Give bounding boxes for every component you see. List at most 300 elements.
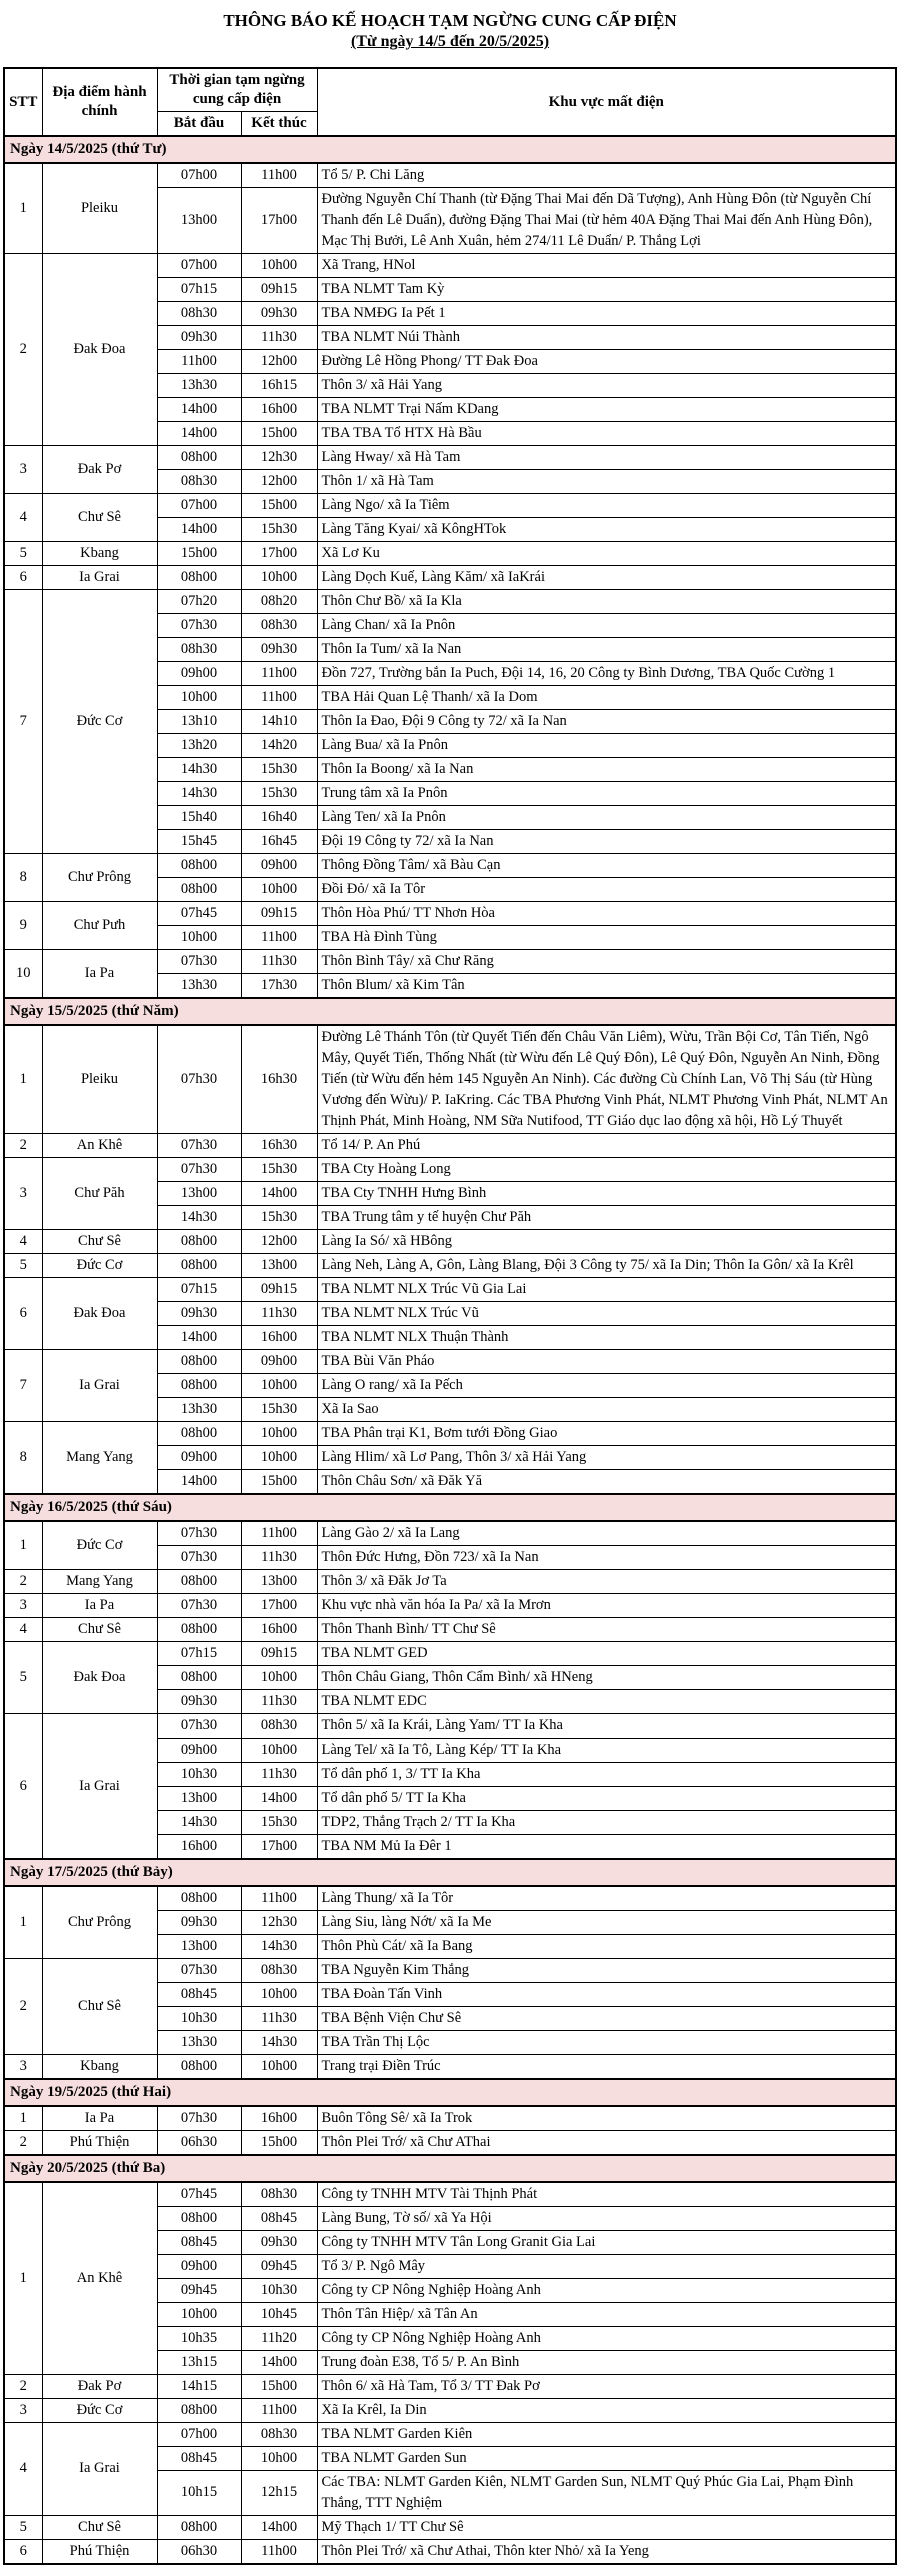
end-time-cell: 11h30 <box>241 1690 317 1714</box>
location-cell: Chư Prông <box>42 1886 157 1959</box>
start-time-cell: 07h30 <box>157 1134 241 1158</box>
end-time-cell: 17h00 <box>241 187 317 253</box>
end-time-cell: 11h00 <box>241 685 317 709</box>
end-time-cell: 10h45 <box>241 2302 317 2326</box>
end-time-cell: 08h45 <box>241 2206 317 2230</box>
schedule-row <box>4 1025 896 1134</box>
area-cell: TDP2, Thắng Trạch 2/ TT Ia Kha <box>317 1810 896 1834</box>
start-time-cell: 10h00 <box>157 2302 241 2326</box>
end-time-cell: 11h30 <box>241 325 317 349</box>
area-cell: Thông Đồng Tâm/ xã Bàu Cạn <box>317 853 896 877</box>
location-cell: Chư Păh <box>42 1158 157 1230</box>
location-cell: Chư Prông <box>42 853 157 901</box>
stt-cell: 3 <box>4 1158 42 1230</box>
stt-cell: 7 <box>4 589 42 853</box>
area-cell: Thôn Chư Bồ/ xã Ia Kla <box>317 589 896 613</box>
stt-cell: 1 <box>4 2182 42 2375</box>
stt-cell: 6 <box>4 2539 42 2564</box>
page-title: THÔNG BÁO KẾ HOẠCH TẠM NGỪNG CUNG CẤP ĐIỆN <box>223 11 677 30</box>
stt-cell: 4 <box>4 1618 42 1642</box>
start-time-cell: 08h30 <box>157 301 241 325</box>
end-time-cell: 14h30 <box>241 1934 317 1958</box>
stt-cell: 9 <box>4 901 42 949</box>
area-cell: Xã Trang, HNol <box>317 253 896 277</box>
schedule-row <box>4 2374 896 2398</box>
schedule-row <box>4 1134 896 1158</box>
start-time-cell: 08h00 <box>157 1886 241 1911</box>
area-cell: Xã Ia Krêl, Ia Din <box>317 2398 896 2422</box>
area-cell: TBA Cty Hoàng Long <box>317 1158 896 1182</box>
end-time-cell: 15h00 <box>241 421 317 445</box>
area-cell: Làng Dọch Kuế, Làng Kăm/ xã IaKrái <box>317 565 896 589</box>
area-cell: TBA Cty TNHH Hưng Bình <box>317 1182 896 1206</box>
area-cell: Thôn Thanh Bình/ TT Chư Sê <box>317 1618 896 1642</box>
end-time-cell: 11h30 <box>241 1546 317 1570</box>
area-cell: Thôn Blum/ xã Kim Tân <box>317 974 896 999</box>
day-section-label: Ngày 19/5/2025 (thứ Hai) <box>4 2079 896 2106</box>
start-time-cell: 07h00 <box>157 253 241 277</box>
start-time-cell: 13h00 <box>157 1786 241 1810</box>
end-time-cell: 15h00 <box>241 493 317 517</box>
area-cell: Đường Lê Hồng Phong/ TT Đak Đoa <box>317 349 896 373</box>
end-time-cell: 17h00 <box>241 1834 317 1859</box>
header-location: Địa điểm hành chính <box>42 68 157 135</box>
area-cell: Thôn 6/ xã Hà Tam, Tổ 3/ TT Đak Pơ <box>317 2374 896 2398</box>
end-time-cell: 09h15 <box>241 901 317 925</box>
start-time-cell: 08h00 <box>157 445 241 469</box>
end-time-cell: 10h00 <box>241 565 317 589</box>
end-time-cell: 11h00 <box>241 1521 317 1546</box>
schedule-row <box>4 1230 896 1254</box>
end-time-cell: 09h30 <box>241 2230 317 2254</box>
start-time-cell: 09h30 <box>157 1690 241 1714</box>
start-time-cell: 06h30 <box>157 2539 241 2564</box>
location-cell: Đak Pơ <box>42 445 157 493</box>
start-time-cell: 07h30 <box>157 613 241 637</box>
end-time-cell: 16h00 <box>241 2106 317 2131</box>
stt-cell: 1 <box>4 2106 42 2131</box>
area-cell: Thôn Đức Hưng, Đồn 723/ xã Ia Nan <box>317 1546 896 1570</box>
end-time-cell: 17h00 <box>241 541 317 565</box>
end-time-cell: 17h00 <box>241 1594 317 1618</box>
end-time-cell: 09h00 <box>241 853 317 877</box>
location-cell: Chư Sê <box>42 1618 157 1642</box>
start-time-cell: 07h30 <box>157 1714 241 1738</box>
schedule-row <box>4 901 896 925</box>
end-time-cell: 17h30 <box>241 974 317 999</box>
end-time-cell: 08h30 <box>241 613 317 637</box>
end-time-cell: 15h30 <box>241 781 317 805</box>
area-cell: Làng Bua/ xã Ia Pnôn <box>317 733 896 757</box>
area-cell: Tổ 5/ P. Chi Lăng <box>317 163 896 188</box>
schedule-row <box>4 2130 896 2155</box>
start-time-cell: 15h00 <box>157 541 241 565</box>
start-time-cell: 13h00 <box>157 1934 241 1958</box>
area-cell: Tổ dân phố 5/ TT Ia Kha <box>317 1786 896 1810</box>
stt-cell: 5 <box>4 1642 42 1714</box>
location-cell: Pleiku <box>42 163 157 254</box>
stt-cell: 2 <box>4 1570 42 1594</box>
start-time-cell: 08h45 <box>157 2230 241 2254</box>
end-time-cell: 11h30 <box>241 1302 317 1326</box>
schedule-row <box>4 1521 896 1546</box>
stt-cell: 5 <box>4 2515 42 2539</box>
start-time-cell: 14h30 <box>157 781 241 805</box>
start-time-cell: 10h30 <box>157 1762 241 1786</box>
start-time-cell: 08h00 <box>157 2054 241 2079</box>
area-cell: TBA NMĐG Ia Pết 1 <box>317 301 896 325</box>
stt-cell: 3 <box>4 445 42 493</box>
stt-cell: 4 <box>4 2422 42 2515</box>
location-cell: Chư Sê <box>42 1958 157 2054</box>
area-cell: Thôn Phù Cát/ xã Ia Bang <box>317 1934 896 1958</box>
header-time-group: Thời gian tạm ngừng cung cấp điện <box>157 68 317 111</box>
start-time-cell: 10h00 <box>157 926 241 950</box>
area-cell: TBA Trung tâm y tế huyện Chư Păh <box>317 1206 896 1230</box>
end-time-cell: 09h45 <box>241 2254 317 2278</box>
area-cell: Trang trại Điền Trúc <box>317 2054 896 2079</box>
end-time-cell: 10h00 <box>241 1666 317 1690</box>
area-cell: Tổ dân phố 1, 3/ TT Ia Kha <box>317 1762 896 1786</box>
stt-cell: 7 <box>4 1350 42 1422</box>
schedule-row <box>4 1570 896 1594</box>
location-cell: Mang Yang <box>42 1422 157 1495</box>
area-cell: Mỹ Thạch 1/ TT Chư Sê <box>317 2515 896 2539</box>
end-time-cell: 11h00 <box>241 661 317 685</box>
end-time-cell: 16h30 <box>241 1025 317 1134</box>
area-cell: Làng Thung/ xã Ia Tôr <box>317 1886 896 1911</box>
schedule-row <box>4 565 896 589</box>
end-time-cell: 11h30 <box>241 1762 317 1786</box>
area-cell: Làng Hway/ xã Hà Tam <box>317 445 896 469</box>
schedule-row <box>4 541 896 565</box>
start-time-cell: 09h00 <box>157 661 241 685</box>
schedule-row <box>4 1278 896 1302</box>
end-time-cell: 15h30 <box>241 1206 317 1230</box>
area-cell: Các TBA: NLMT Garden Kiên, NLMT Garden Sun, NLMT Quý Phúc Gia Lai, Phạm Đình Thắng, TTT Nghiệm <box>317 2470 896 2515</box>
end-time-cell: 16h40 <box>241 805 317 829</box>
start-time-cell: 08h00 <box>157 2206 241 2230</box>
schedule-row <box>4 1618 896 1642</box>
schedule-row <box>4 1422 896 1446</box>
stt-cell: 2 <box>4 1134 42 1158</box>
start-time-cell: 08h00 <box>157 1666 241 1690</box>
start-time-cell: 13h20 <box>157 733 241 757</box>
schedule-row <box>4 1886 896 1911</box>
area-cell: Công ty TNHH MTV Tài Thịnh Phát <box>317 2182 896 2207</box>
area-cell: TBA Đoàn Tấn Vinh <box>317 1982 896 2006</box>
start-time-cell: 07h00 <box>157 2422 241 2446</box>
area-cell: TBA NLMT NLX Trúc Vũ <box>317 1302 896 1326</box>
area-cell: Đồn 727, Trường bắn Ia Puch, Đội 14, 16, 20 Công ty Bình Dương, TBA Quốc Cường 1 <box>317 661 896 685</box>
end-time-cell: 15h30 <box>241 757 317 781</box>
end-time-cell: 13h00 <box>241 1570 317 1594</box>
schedule-row <box>4 2398 896 2422</box>
end-time-cell: 08h30 <box>241 1958 317 1982</box>
end-time-cell: 15h00 <box>241 2374 317 2398</box>
location-cell: Ia Grai <box>42 2422 157 2515</box>
end-time-cell: 12h00 <box>241 1230 317 1254</box>
area-cell: TBA NLMT GED <box>317 1642 896 1666</box>
end-time-cell: 16h00 <box>241 1618 317 1642</box>
schedule-row <box>4 1254 896 1278</box>
end-time-cell: 10h00 <box>241 1738 317 1762</box>
start-time-cell: 08h00 <box>157 1570 241 1594</box>
location-cell: Đak Đoa <box>42 253 157 445</box>
end-time-cell: 14h00 <box>241 1786 317 1810</box>
stt-cell: 1 <box>4 1886 42 1959</box>
schedule-row <box>4 253 896 277</box>
start-time-cell: 08h00 <box>157 877 241 901</box>
area-cell: Đồi Đỏ/ xã Ia Tôr <box>317 877 896 901</box>
end-time-cell: 11h00 <box>241 2539 317 2564</box>
area-cell: TBA Trần Thị Lộc <box>317 2030 896 2054</box>
schedule-row <box>4 1158 896 1182</box>
end-time-cell: 14h10 <box>241 709 317 733</box>
end-time-cell: 16h00 <box>241 397 317 421</box>
location-cell: Chư Sê <box>42 493 157 541</box>
start-time-cell: 09h00 <box>157 2254 241 2278</box>
location-cell: Đức Cơ <box>42 1254 157 1278</box>
start-time-cell: 08h00 <box>157 1374 241 1398</box>
end-time-cell: 15h00 <box>241 1470 317 1495</box>
end-time-cell: 13h00 <box>241 1254 317 1278</box>
start-time-cell: 08h00 <box>157 565 241 589</box>
location-cell: Ia Pa <box>42 1594 157 1618</box>
area-cell: Thôn Ia Đao, Đội 9 Công ty 72/ xã Ia Nan <box>317 709 896 733</box>
location-cell: Đức Cơ <box>42 2398 157 2422</box>
end-time-cell: 11h00 <box>241 926 317 950</box>
day-section-row <box>4 1494 896 1521</box>
start-time-cell: 07h15 <box>157 1642 241 1666</box>
area-cell: Đường Nguyễn Chí Thanh (từ Đặng Thai Mai đến Dã Tượng), Anh Hùng Đôn (từ Nguyễn Chí Thanh đến Lê Duẩn), đường Đặng Thai Mai (từ hẻm 40A Đặng Thai Mai đến Anh Hùng Đôn), Mạc Thị Bưởi, Lê Anh Xuân, hẻm 274/11 Lê Duẩn/ P. Thắng Lợi <box>317 187 896 253</box>
end-time-cell: 09h15 <box>241 1278 317 1302</box>
area-cell: Làng Chan/ xã Ia Pnôn <box>317 613 896 637</box>
schedule-row <box>4 2422 896 2446</box>
end-time-cell: 11h00 <box>241 2398 317 2422</box>
start-time-cell: 14h15 <box>157 2374 241 2398</box>
stt-cell: 8 <box>4 1422 42 1495</box>
start-time-cell: 08h00 <box>157 853 241 877</box>
start-time-cell: 07h15 <box>157 1278 241 1302</box>
location-cell: Ia Grai <box>42 1714 157 1859</box>
location-cell: Đak Đoa <box>42 1642 157 1714</box>
start-time-cell: 07h30 <box>157 2106 241 2131</box>
area-cell: Làng Neh, Làng A, Gôn, Làng Blang, Đội 3 Công ty 75/ xã Ia Din; Thôn Ia Gôn/ xã Ia Krêl <box>317 1254 896 1278</box>
area-cell: Tổ 3/ P. Ngô Mây <box>317 2254 896 2278</box>
day-section-row <box>4 2079 896 2106</box>
area-cell: Thôn Châu Giang, Thôn Cẩm Bình/ xã HNeng <box>317 1666 896 1690</box>
start-time-cell: 13h15 <box>157 2350 241 2374</box>
stt-cell: 4 <box>4 493 42 541</box>
start-time-cell: 08h00 <box>157 1254 241 1278</box>
stt-cell: 10 <box>4 950 42 999</box>
area-cell: Làng Ten/ xã Ia Pnôn <box>317 805 896 829</box>
stt-cell: 5 <box>4 541 42 565</box>
start-time-cell: 10h30 <box>157 2006 241 2030</box>
day-section-row <box>4 1859 896 1886</box>
location-cell: Mang Yang <box>42 1570 157 1594</box>
area-cell: TBA NLMT NLX Thuận Thành <box>317 1326 896 1350</box>
area-cell: Thôn Tân Hiệp/ xã Tân An <box>317 2302 896 2326</box>
area-cell: Tổ 14/ P. An Phú <box>317 1134 896 1158</box>
location-cell: Ia Grai <box>42 565 157 589</box>
area-cell: Thôn Châu Sơn/ xã Đăk Yă <box>317 1470 896 1495</box>
header-end: Kết thúc <box>241 111 317 135</box>
area-cell: Làng Tel/ xã Ia Tô, Làng Kép/ TT Ia Kha <box>317 1738 896 1762</box>
area-cell: Làng Gào 2/ xã Ia Lang <box>317 1521 896 1546</box>
start-time-cell: 07h30 <box>157 1546 241 1570</box>
end-time-cell: 12h30 <box>241 445 317 469</box>
end-time-cell: 14h00 <box>241 1182 317 1206</box>
location-cell: Ia Pa <box>42 950 157 999</box>
start-time-cell: 13h30 <box>157 373 241 397</box>
start-time-cell: 09h45 <box>157 2278 241 2302</box>
start-time-cell: 14h30 <box>157 757 241 781</box>
stt-cell: 2 <box>4 253 42 445</box>
end-time-cell: 08h30 <box>241 2422 317 2446</box>
location-cell: Chư Sê <box>42 2515 157 2539</box>
area-cell: Thôn Ia Boong/ xã Ia Nan <box>317 757 896 781</box>
start-time-cell: 14h00 <box>157 1470 241 1495</box>
location-cell: Phú Thiện <box>42 2130 157 2155</box>
end-time-cell: 15h30 <box>241 1398 317 1422</box>
location-cell: Chư Sê <box>42 1230 157 1254</box>
location-cell: Đak Pơ <box>42 2374 157 2398</box>
location-cell: Kbang <box>42 541 157 565</box>
location-cell: Đức Cơ <box>42 589 157 853</box>
area-cell: Làng Ia Só/ xã HBông <box>317 1230 896 1254</box>
start-time-cell: 07h30 <box>157 950 241 974</box>
end-time-cell: 08h30 <box>241 1714 317 1738</box>
end-time-cell: 12h00 <box>241 349 317 373</box>
start-time-cell: 13h30 <box>157 2030 241 2054</box>
start-time-cell: 09h00 <box>157 1446 241 1470</box>
start-time-cell: 14h30 <box>157 1810 241 1834</box>
stt-cell: 2 <box>4 1958 42 2054</box>
location-cell: An Khê <box>42 1134 157 1158</box>
end-time-cell: 11h00 <box>241 1886 317 1911</box>
location-cell: Ia Pa <box>42 2106 157 2131</box>
end-time-cell: 10h00 <box>241 877 317 901</box>
start-time-cell: 08h30 <box>157 637 241 661</box>
start-time-cell: 14h00 <box>157 421 241 445</box>
schedule-row <box>4 2539 896 2564</box>
end-time-cell: 10h00 <box>241 1374 317 1398</box>
start-time-cell: 07h00 <box>157 163 241 188</box>
end-time-cell: 15h30 <box>241 517 317 541</box>
stt-cell: 6 <box>4 1714 42 1859</box>
end-time-cell: 11h20 <box>241 2326 317 2350</box>
end-time-cell: 10h30 <box>241 2278 317 2302</box>
area-cell: Làng Hlim/ xã Lơ Pang, Thôn 3/ xã Hải Yang <box>317 1446 896 1470</box>
header-stt: STT <box>4 68 42 135</box>
area-cell: TBA NLMT Garden Sun <box>317 2446 896 2470</box>
schedule-row <box>4 1594 896 1618</box>
end-time-cell: 09h15 <box>241 1642 317 1666</box>
schedule-row <box>4 2515 896 2539</box>
end-time-cell: 08h30 <box>241 2182 317 2207</box>
schedule-body <box>4 136 896 2564</box>
schedule-row <box>4 853 896 877</box>
area-cell: TBA NLMT EDC <box>317 1690 896 1714</box>
schedule-row <box>4 163 896 188</box>
schedule-row <box>4 2182 896 2207</box>
end-time-cell: 16h30 <box>241 1134 317 1158</box>
start-time-cell: 10h15 <box>157 2470 241 2515</box>
start-time-cell: 07h30 <box>157 1521 241 1546</box>
start-time-cell: 13h10 <box>157 709 241 733</box>
area-cell: Thôn Ia Tum/ xã Ia Nan <box>317 637 896 661</box>
area-cell: Thôn Bình Tây/ xã Chư Răng <box>317 950 896 974</box>
start-time-cell: 15h40 <box>157 805 241 829</box>
area-cell: Thôn Hòa Phú/ TT Nhơn Hòa <box>317 901 896 925</box>
day-section-label: Ngày 16/5/2025 (thứ Sáu) <box>4 1494 896 1521</box>
start-time-cell: 13h00 <box>157 1182 241 1206</box>
start-time-cell: 07h15 <box>157 277 241 301</box>
area-cell: Công ty CP Nông Nghiệp Hoàng Anh <box>317 2278 896 2302</box>
start-time-cell: 07h45 <box>157 901 241 925</box>
area-cell: Thôn 5/ xã Ia Krái, Làng Yam/ TT Ia Kha <box>317 1714 896 1738</box>
end-time-cell: 16h15 <box>241 373 317 397</box>
end-time-cell: 09h30 <box>241 637 317 661</box>
start-time-cell: 08h00 <box>157 2515 241 2539</box>
start-time-cell: 13h00 <box>157 187 241 253</box>
schedule-row <box>4 493 896 517</box>
location-cell: Ia Grai <box>42 1350 157 1422</box>
start-time-cell: 11h00 <box>157 349 241 373</box>
start-time-cell: 07h30 <box>157 1594 241 1618</box>
end-time-cell: 09h00 <box>241 1350 317 1374</box>
end-time-cell: 12h15 <box>241 2470 317 2515</box>
location-cell: Kbang <box>42 2054 157 2079</box>
end-time-cell: 10h00 <box>241 1982 317 2006</box>
schedule-row <box>4 445 896 469</box>
end-time-cell: 10h00 <box>241 1422 317 1446</box>
location-cell: Phú Thiện <box>42 2539 157 2564</box>
location-cell: An Khê <box>42 2182 157 2375</box>
area-cell: Công ty TNHH MTV Tân Long Granit Gia Lai <box>317 2230 896 2254</box>
area-cell: Thôn 3/ xã Hải Yang <box>317 373 896 397</box>
start-time-cell: 08h00 <box>157 1350 241 1374</box>
end-time-cell: 16h00 <box>241 1326 317 1350</box>
start-time-cell: 10h35 <box>157 2326 241 2350</box>
start-time-cell: 10h00 <box>157 685 241 709</box>
schedule-row <box>4 2106 896 2131</box>
header-area: Khu vực mất điện <box>317 68 896 135</box>
start-time-cell: 06h30 <box>157 2130 241 2155</box>
location-cell: Pleiku <box>42 1025 157 1134</box>
start-time-cell: 07h30 <box>157 1025 241 1134</box>
end-time-cell: 15h00 <box>241 2130 317 2155</box>
schedule-row <box>4 1350 896 1374</box>
start-time-cell: 07h00 <box>157 493 241 517</box>
schedule-row <box>4 1714 896 1738</box>
start-time-cell: 08h00 <box>157 2398 241 2422</box>
area-cell: TBA Hải Quan Lệ Thanh/ xã Ia Dom <box>317 685 896 709</box>
end-time-cell: 10h00 <box>241 1446 317 1470</box>
start-time-cell: 07h30 <box>157 1158 241 1182</box>
stt-cell: 6 <box>4 1278 42 1350</box>
schedule-row <box>4 2054 896 2079</box>
stt-cell: 1 <box>4 1025 42 1134</box>
stt-cell: 3 <box>4 1594 42 1618</box>
area-cell: Buôn Tông Sê/ xã Ia Trok <box>317 2106 896 2131</box>
stt-cell: 1 <box>4 1521 42 1570</box>
area-cell: TBA NLMT NLX Trúc Vũ Gia Lai <box>317 1278 896 1302</box>
header-start: Bắt đầu <box>157 111 241 135</box>
end-time-cell: 12h30 <box>241 1910 317 1934</box>
